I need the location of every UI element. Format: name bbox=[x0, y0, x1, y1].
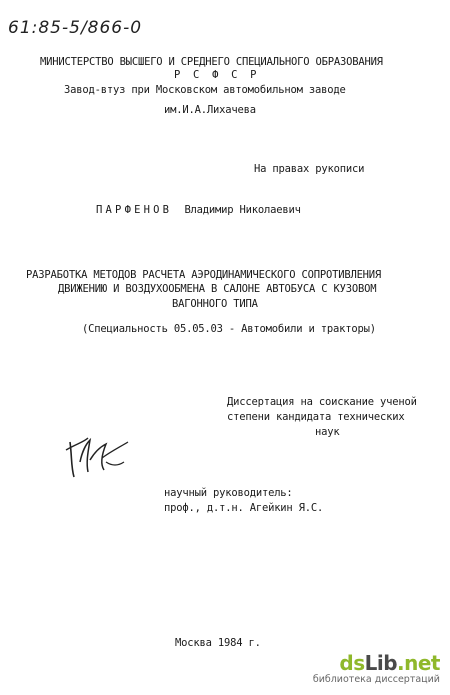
dissertation-line-3: наук bbox=[315, 426, 340, 438]
ministry-heading: МИНИСТЕРСТВО ВЫСШЕГО И СРЕДНЕГО СПЕЦИАЛЬНОГО ОБРАЗОВАНИЯ bbox=[40, 56, 383, 68]
thesis-title-line-2: ДВИЖЕНИЮ И ВОЗДУХООБМЕНА В САЛОНЕ АВТОБУСА С КУЗОВОМ bbox=[58, 283, 377, 295]
manuscript-rights-note: На правах рукописи bbox=[254, 163, 365, 175]
thesis-title-line-3: ВАГОННОГО ТИПА bbox=[172, 298, 258, 310]
specialty-line: (Специальность 05.05.03 - Автомобили и тракторы) bbox=[82, 323, 376, 335]
dissertation-line-1: Диссертация на соискание ученой bbox=[227, 396, 417, 408]
dslib-subtitle: библиотека диссертаций bbox=[312, 674, 440, 685]
place-and-year: Москва 1984 г. bbox=[175, 637, 261, 649]
handwritten-catalog-code: 61:85-5/866-0 bbox=[8, 18, 143, 38]
author-line bbox=[96, 204, 301, 216]
republic-heading: Р С Ф С Р bbox=[174, 69, 260, 81]
institution-heading: Завод-втуз при Московском автомобильном заводе bbox=[64, 84, 346, 96]
dissertation-line-2: степени кандидата технических bbox=[227, 411, 405, 423]
supervisor-name: проф., д.т.н. Агейкин Я.С. bbox=[164, 502, 324, 514]
dslib-logo: dsLib.net bbox=[339, 651, 440, 675]
dslib-watermark bbox=[313, 652, 440, 685]
named-after-heading: им.И.А.Лихачева bbox=[164, 104, 256, 116]
supervisor-label: научный руководитель: bbox=[164, 487, 293, 499]
author-surname: ПАРФЕНОВ bbox=[96, 204, 173, 216]
thesis-title-line-1: РАЗРАБОТКА МЕТОДОВ РАСЧЕТА АЭРОДИНАМИЧЕСКОГО СОПРОТИВЛЕНИЯ bbox=[26, 269, 382, 281]
author-given-name: Владимир Николаевич bbox=[184, 204, 301, 216]
author-signature bbox=[62, 432, 132, 482]
